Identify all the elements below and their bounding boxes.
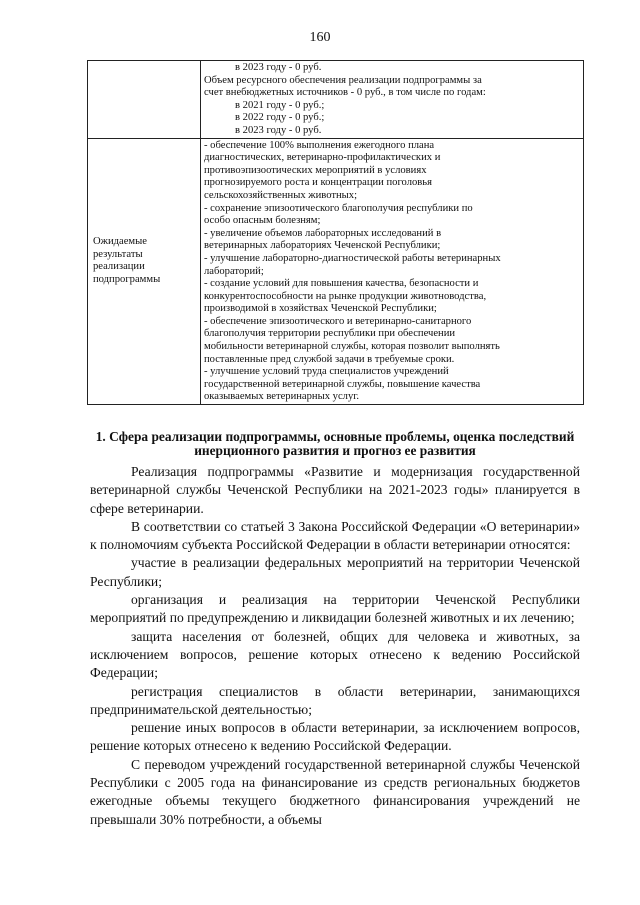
expected-result-line: особо опасным болезням;	[204, 215, 321, 227]
expected-result-line: мобильности ветеринарной службы, которая позволит выполнять	[204, 341, 500, 353]
table-row-expected-results	[88, 138, 584, 404]
body-paragraph: В соответствии со статьей 3 Закона Российской Федерации «О ветеринарии» к полномочиям субъекта Российской Федерации в области ветеринарии относятся:	[90, 518, 580, 553]
expected-result-line: - улучшение условий труда специалистов учреждений	[204, 366, 449, 378]
table-row-funding	[88, 61, 584, 139]
body-paragraph: С переводом учреждений государственной ветеринарной службы Чеченской Республики с 2005 года на финансирование из средств региональных бюджетов ежегодные объемы текущего бюджетного финансирования учреждений не превышали 30% потребности, а объемы	[90, 756, 580, 827]
expected-result-line: противоэпизоотических мероприятий в условиях	[204, 164, 427, 176]
funding-line: в 2023 году - 0 руб.	[235, 124, 322, 136]
funding-line: в 2021 году - 0 руб.;	[235, 99, 325, 111]
expected-result-line: ветеринарных лабораториях Чеченской Республики;	[204, 240, 441, 252]
expected-result-line: - обеспечение эпизоотического и ветеринарно-санитарного	[204, 315, 472, 327]
funding-line: счет внебюджетных источников - 0 руб., в том числе по годам:	[204, 87, 486, 99]
body-paragraph: защита населения от болезней, общих для человека и животных, за исключением вопросов, решение которых отнесено к ведению Российской Федерации;	[90, 628, 580, 681]
expected-result-line: поставленные пред службой задачи в требуемые сроки.	[204, 353, 455, 365]
table-cell-empty	[88, 61, 201, 139]
body-paragraph: организация и реализация на территории Чеченской Республики мероприятий по предупреждению и ликвидации болезней животных и их лечению;	[90, 592, 580, 626]
table-cell-label: Ожидаемые результаты реализации подпрограммы	[88, 138, 201, 404]
subprogram-passport-table	[87, 60, 584, 405]
body-paragraph: решение иных вопросов в области ветеринарии, за исключением вопросов, решение которых отнесено к ведению Российской Федерации.	[90, 720, 580, 754]
section-heading: 1. Сфера реализации подпрограммы, основные проблемы, оценка последствий инерционного развития и прогноз ее развития	[95, 429, 575, 458]
expected-result-line: государственной ветеринарной службы, повышение качества	[204, 378, 481, 390]
expected-result-line: - обеспечение 100% выполнения ежегодного плана	[204, 139, 435, 151]
funding-line: Объем ресурсного обеспечения реализации подпрограммы за	[204, 74, 482, 86]
page-number: 160	[309, 30, 331, 45]
expected-result-line: конкурентоспособности на рынке продукции животноводства,	[204, 290, 487, 302]
expected-result-line: производимой в хозяйствах Чеченской Республики;	[204, 303, 437, 315]
funding-line: в 2023 году - 0 руб.	[235, 62, 322, 73]
expected-result-line: прогнозируемого роста и концентрации поголовья	[204, 177, 432, 189]
expected-result-line: - увеличение объемов лабораторных исследований в	[204, 227, 442, 239]
expected-result-line: - создание условий для повышения качества, безопасности и	[204, 278, 479, 290]
expected-result-line: благополучия территории республики при обеспечении	[204, 328, 456, 340]
table-cell-expected-results	[201, 138, 584, 404]
expected-result-line: лабораторий;	[204, 265, 264, 277]
table-cell-funding	[201, 61, 584, 139]
expected-result-line: - сохранение эпизоотического благополучия республики по	[204, 202, 473, 214]
section-body	[90, 463, 580, 829]
expected-result-line: диагностических, ветеринарно-профилактических и	[204, 152, 441, 164]
body-paragraph: регистрация специалистов в области ветеринарии, занимающихся предпринимательской деятельностью;	[90, 683, 580, 717]
expected-result-line: сельскохозяйственных животных;	[204, 189, 358, 201]
expected-result-line: оказываемых ветеринарных услуг.	[204, 391, 360, 403]
funding-line: в 2022 году - 0 руб.;	[235, 112, 325, 124]
expected-result-line: - улучшение лабораторно-диагностической работы ветеринарных	[204, 252, 501, 264]
body-paragraph: Реализация подпрограммы «Развитие и модернизация государственной ветеринарной службы Чеченской Республики на 2021-2023 годы» планируется в сфере ветеринарии.	[90, 464, 580, 516]
body-paragraph: участие в реализации федеральных мероприятий на территории Чеченской Республики;	[90, 555, 580, 589]
